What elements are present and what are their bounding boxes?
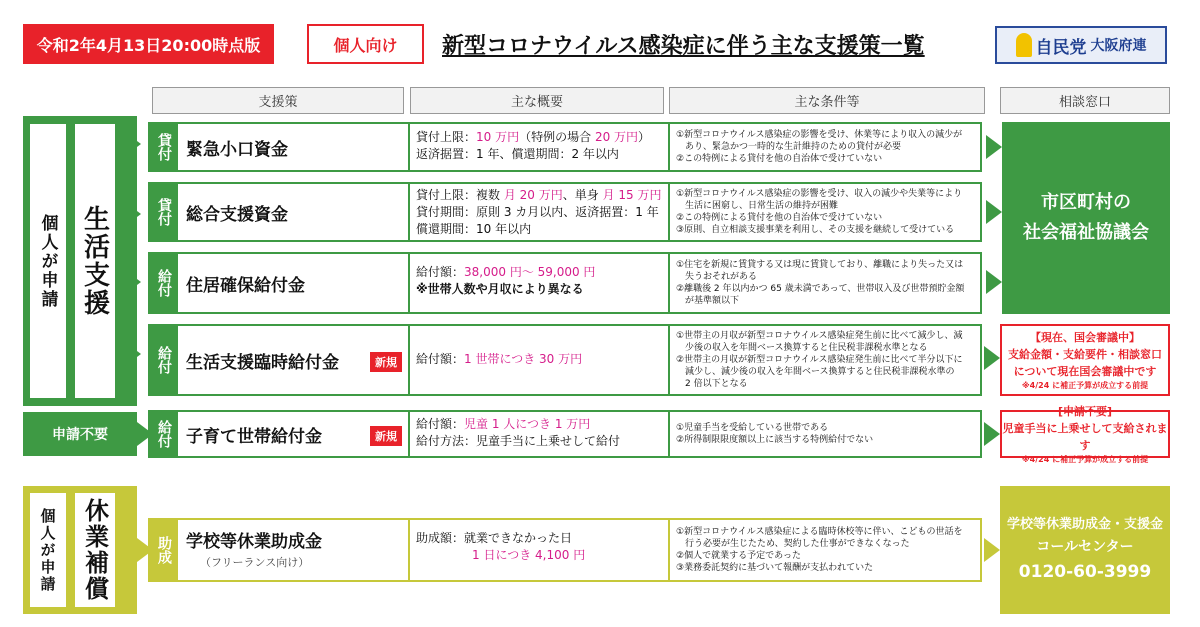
column-header-measure: 支援策 (152, 87, 404, 114)
support-row (148, 252, 982, 314)
contact-call-center: 学校等休業助成金・支援金 コールセンター 0120-60-3999 (1000, 486, 1170, 614)
program-summary: 給付額：38,000 円〜 59,000 円 ※世帯人数や月収により異なる (416, 265, 596, 296)
living-support-label: 生活支援 (75, 124, 115, 398)
program-conditions: ①児童手当を受給している世帯である ②所得制限限度額以上に該当する特例給付でない (676, 423, 874, 445)
program-name: 子育て世帯給付金 (186, 426, 322, 447)
arrow-right-icon (986, 135, 1002, 159)
party-name: 自民党 (1035, 37, 1087, 58)
type-tag: 貸付 (150, 184, 178, 240)
arrow-right-icon (986, 270, 1002, 294)
party-mark-icon (1016, 33, 1032, 57)
arrow-right-icon (984, 538, 1000, 562)
new-badge: 新規 (370, 426, 402, 446)
page-title: 新型コロナウイルス感染症に伴う主な支援策一覧 (442, 33, 925, 59)
column-header-conditions: 主な条件等 (669, 87, 985, 114)
individual-apply-label-2: 個人が申請 (30, 493, 66, 607)
support-row (148, 324, 982, 396)
program-summary: 給付額：児童 1 人につき 1 万円 給付方法：児童手当に上乗せして給付 (416, 417, 621, 448)
program-summary: 給付額：1 世帯につき 30 万円 (416, 352, 583, 366)
new-badge: 新規 (370, 352, 402, 372)
support-row (148, 518, 982, 582)
program-subtitle: （フリーランス向け） (200, 556, 310, 569)
program-name: 総合支援資金 (186, 204, 288, 225)
arrow-right-icon (125, 270, 141, 294)
leave-compensation-label: 休業補償 (75, 493, 115, 607)
program-conditions: ①新型コロナウイルス感染症の影響を受け、収入の減少や失業等により 生活に困窮し、日常生活の維持が困難 ②この特例による貸付を他の自治体で受けていない ③原則、自立相談支援事業を利用し、その支援を継続して受けている (676, 189, 963, 235)
program-name: 生活支援臨時給付金 (186, 352, 339, 373)
type-tag: 給付 (150, 254, 178, 312)
party-logo (995, 26, 1167, 64)
arrow-right-icon (984, 422, 1000, 446)
program-conditions: ①住宅を新規に賃貸する又は現に賃貸しており、離職により失った又は 失うおそれがある ②離職後 2 年以内かつ 65 歳未満であって、世帯収入及び世帯預貯金額 が基準額以下 (676, 260, 965, 306)
support-row (148, 182, 982, 242)
column-header-summary: 主な概要 (410, 87, 664, 114)
contact-no-apply-notice: [申請不要] 児童手当に上乗せして支給されます ※4/24 に補正予算が成立する前提 (1000, 410, 1170, 458)
program-name: 緊急小口資金 (186, 139, 288, 160)
program-conditions: ①世帯主の月収が新型コロナウイルス感染症発生前に比べて減少し、減 少後の収入を年間ベース換算すると住民税非課税水準となる ②世帯主の月収が新型コロナウイルス感染症発生前に比べて半分以下に 減少し、減少後の収入を年間ベース換算すると住民税非課税水準の 2 倍以下となる (676, 331, 963, 389)
arrow-right-icon (125, 202, 141, 226)
contact-social-welfare: 市区町村の 社会福祉協議会 (1002, 122, 1170, 314)
arrow-right-icon (125, 342, 141, 366)
program-summary: 貸付上限：複数 月 20 万円、単身 月 15 万円 貸付期間：原則 3 カ月以内、返済据置：1 年 償還期間：10 年以内 (416, 188, 662, 236)
type-tag: 助成 (150, 520, 178, 580)
program-name: 学校等休業助成金 (186, 531, 322, 552)
party-branch: 大阪府連 (1090, 38, 1147, 54)
type-tag: 貸付 (150, 124, 178, 170)
individual-apply-label: 個人が申請 (30, 124, 66, 398)
version-date-badge: 令和2年4月13日20:00時点版 (23, 24, 274, 64)
support-row (148, 122, 982, 172)
type-tag: 給付 (150, 412, 178, 456)
support-row (148, 410, 982, 458)
arrow-right-icon (986, 200, 1002, 224)
no-application-label: 申請不要 (23, 412, 137, 456)
call-center-phone: 0120-60-3999 (1018, 562, 1152, 582)
audience-badge: 個人向け (307, 24, 424, 64)
program-name: 住居確保給付金 (186, 275, 305, 296)
type-tag: 給付 (150, 326, 178, 394)
contact-pending-notice: 【現在、国会審議中】 支給金額・支給要件・相談窓口 について現在国会審議中です ※4/24 に補正予算が成立する前提 (1000, 324, 1170, 396)
arrow-right-icon (984, 346, 1000, 370)
program-summary: 助成額：就業できなかった日 1 日につき 4,100 円 (416, 531, 586, 562)
program-conditions: ①新型コロナウイルス感染症による臨時休校等に伴い、こどもの世話を 行う必要が生じたため、契約した仕事ができなくなった ②個人で就業する予定であった ③業務委託契約に基づいて報酬が支払われていた (676, 527, 963, 573)
program-conditions: ①新型コロナウイルス感染症の影響を受け、休業等により収入の減少が あり、緊急かつ一時的な生計維持のための貸付が必要 ②この特例による貸付を他の自治体で受けていない (676, 130, 963, 164)
arrow-right-icon (125, 132, 141, 156)
column-header-contact: 相談窓口 (1000, 87, 1170, 114)
program-summary: 貸付上限：10 万円（特例の場合 20 万円） 返済据置：1 年、償還期間：2 年以内 (416, 130, 651, 161)
